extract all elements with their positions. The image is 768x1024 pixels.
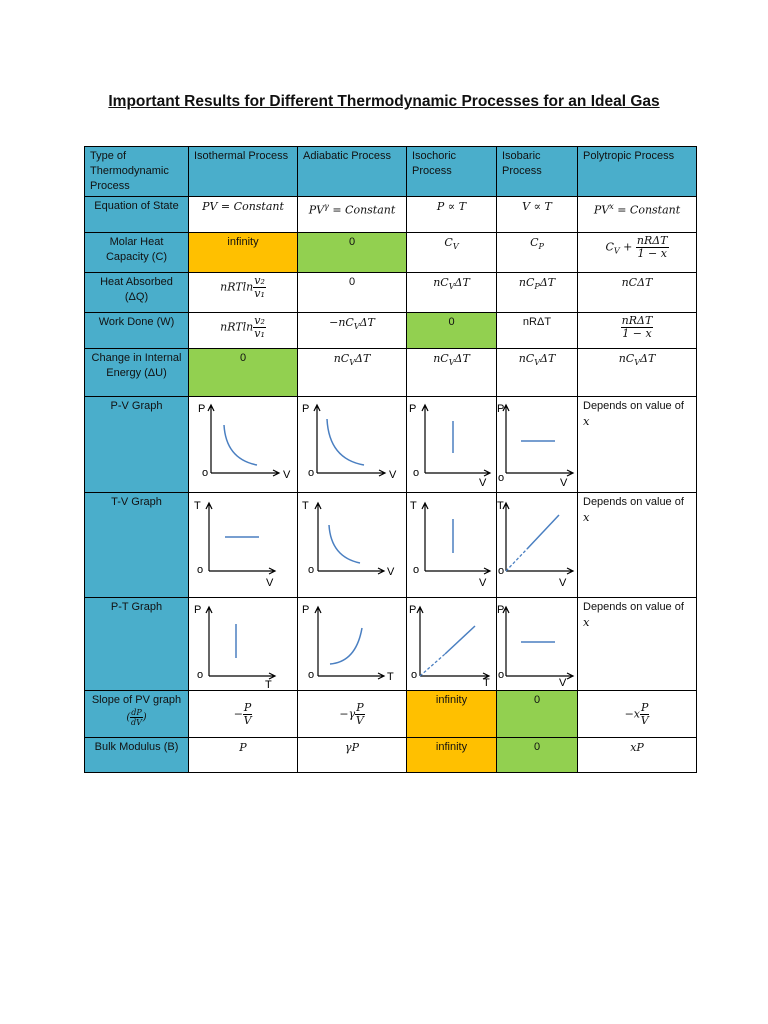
axis-label-v: V	[479, 477, 487, 489]
work-done-isobaric: nRΔT	[497, 313, 578, 349]
molar-heat-adiabatic: 0	[298, 233, 407, 273]
axis-label-v: V	[560, 477, 568, 489]
pt-graph-polytropic: Depends on value of x	[578, 598, 697, 691]
row-pt-graph	[85, 598, 697, 691]
tv-isochoric-plot	[407, 493, 496, 596]
page-title: Important Results for Different Thermodynamic Processes for an Ideal Gas	[108, 93, 660, 110]
bulk-isobaric: 0	[497, 738, 578, 773]
eos-adiabatic: $PV^\gamma$ = Constant	[298, 197, 407, 233]
row-equation-of-state	[85, 197, 697, 233]
axis-label-v: V	[559, 577, 567, 589]
work-done-adiabatic: $-nC_V\Delta T$	[298, 313, 407, 349]
row-internal-energy	[85, 349, 697, 397]
label-molar-heat: Molar Heat Capacity (C)	[85, 233, 189, 273]
tv-adiabat-curve	[329, 525, 360, 563]
eos-isothermal: PV = Constant	[189, 197, 298, 233]
header-row	[85, 147, 697, 197]
axis-label-origin: o	[308, 467, 315, 479]
pv-graph-polytropic: Depends on value of x	[578, 397, 697, 493]
x-axis	[506, 568, 573, 574]
tv-graph-isothermal	[189, 493, 298, 598]
axis-label-v: V	[283, 469, 291, 481]
row-work-done	[85, 313, 697, 349]
pt-graph-adiabatic	[298, 598, 407, 691]
x-axis	[211, 470, 279, 476]
pt-graph-isochoric	[407, 598, 497, 691]
tv-graph-isochoric	[407, 493, 497, 598]
internal-energy-isobaric: $nC_V\Delta T$	[497, 349, 578, 397]
x-axis	[506, 470, 573, 476]
y-axis	[503, 503, 509, 571]
bulk-adiabatic: γP	[298, 738, 407, 773]
axis-label-p: P	[302, 403, 310, 415]
row-pv-graph	[85, 397, 697, 493]
eos-isobaric: V ∝ T	[497, 197, 578, 233]
pt-isothermal-plot	[189, 598, 297, 689]
axis-label-origin: o	[411, 669, 418, 681]
bulk-polytropic: xP	[578, 738, 697, 773]
molar-heat-polytropic: $C_V$ + $\frac{\text{nRΔT}}{1 - x}$	[578, 233, 697, 273]
axis-label-origin: o	[202, 467, 209, 479]
molar-heat-isothermal: infinity	[189, 233, 298, 273]
label-bulk-modulus: Bulk Modulus (B)	[85, 738, 189, 773]
pv-adiabat-curve	[327, 419, 364, 465]
pv-isothermal-plot	[189, 397, 297, 491]
axis-label-origin: o	[413, 564, 420, 576]
x-axis	[318, 673, 384, 679]
pv-isochoric-plot	[407, 397, 496, 491]
pv-graph-isothermal	[189, 397, 298, 493]
axis-label-t: T	[265, 679, 272, 689]
tv-isothermal-plot	[189, 493, 297, 596]
y-axis	[422, 405, 428, 473]
tv-graph-adiabatic	[298, 493, 407, 598]
label-pv-graph: P-V Graph	[85, 397, 189, 493]
label-heat-absorbed: Heat Absorbed (ΔQ)	[85, 273, 189, 313]
axis-label-t: T	[387, 671, 394, 683]
pt-adiabat-curve	[330, 628, 362, 664]
x-axis	[420, 673, 489, 679]
pt-graph-isobaric	[497, 598, 578, 691]
axis-label-v: V	[389, 469, 397, 481]
header-adiabatic: Adiabatic Process	[298, 147, 407, 197]
header-polytropic: Polytropic Process	[578, 147, 697, 197]
heat-absorbed-isobaric: $nC_P\Delta T$	[497, 273, 578, 313]
heat-absorbed-polytropic: nCΔT	[578, 273, 697, 313]
x-axis	[425, 470, 490, 476]
tv-graph-isobaric	[497, 493, 578, 598]
label-internal-energy: Change in Internal Energy (ΔU)	[85, 349, 189, 397]
slope-isothermal: − $\frac{P}{V}$	[189, 691, 298, 738]
axis-label-t: T	[483, 677, 490, 689]
row-tv-graph	[85, 493, 697, 598]
axis-label-p: P	[497, 604, 505, 616]
axis-label-v: V	[387, 566, 395, 578]
tv-extrapolation-dashed	[506, 549, 527, 571]
y-axis	[422, 503, 428, 571]
axis-label-v: V	[266, 577, 274, 589]
tv-graph-polytropic: Depends on value of x	[578, 493, 697, 598]
y-axis	[417, 607, 423, 676]
pt-extrapolation-dashed	[420, 654, 445, 676]
pt-isochoric-plot	[407, 598, 496, 689]
axis-label-p: P	[302, 604, 310, 616]
pt-graph-isothermal	[189, 598, 298, 691]
heat-absorbed-adiabatic: 0	[298, 273, 407, 313]
axis-label-origin: o	[498, 472, 505, 484]
axis-label-p: P	[409, 604, 417, 616]
label-slope: Slope of PV graph ( $\frac{dP}{dV}$ )	[85, 691, 189, 738]
slope-isochoric: infinity	[407, 691, 497, 738]
row-molar-heat	[85, 233, 697, 273]
axis-label-v: V	[479, 577, 487, 589]
axis-label-origin: o	[308, 564, 315, 576]
work-done-polytropic: $\frac{\text{nRΔT}}{1 - x}$	[578, 313, 697, 349]
x-axis	[318, 568, 384, 574]
bulk-isothermal: P	[189, 738, 298, 773]
slope-polytropic: −x $\frac{P}{V}$	[578, 691, 697, 738]
axis-label-origin: o	[197, 564, 204, 576]
y-axis	[206, 607, 212, 676]
y-axis	[206, 503, 212, 571]
tv-proportional-line	[527, 515, 559, 549]
slope-isobaric: 0	[497, 691, 578, 738]
axis-label-p: P	[497, 403, 505, 415]
axis-label-p: P	[198, 403, 206, 415]
y-axis	[208, 405, 214, 473]
pt-proportional-line	[445, 626, 475, 654]
pv-graph-adiabatic	[298, 397, 407, 493]
pv-hyperbola-curve	[224, 425, 257, 465]
header-isothermal: Isothermal Process	[189, 147, 298, 197]
axis-label-origin: o	[308, 669, 315, 681]
work-done-isothermal: nRTln $\frac{\text{v₂}}{\text{v₁}}$	[189, 313, 298, 349]
internal-energy-polytropic: $nC_V\Delta T$	[578, 349, 697, 397]
bulk-isochoric: infinity	[407, 738, 497, 773]
axis-label-t: T	[194, 500, 201, 512]
row-bulk-modulus	[85, 738, 697, 773]
eos-polytropic: $PV^x$ = Constant	[578, 197, 697, 233]
row-slope	[85, 691, 697, 738]
axis-label-t: T	[302, 500, 309, 512]
heat-absorbed-isochoric: $nC_V\Delta T$	[407, 273, 497, 313]
x-axis	[209, 568, 275, 574]
row-heat-absorbed	[85, 273, 697, 313]
header-isochoric: Isochoric Process	[407, 147, 497, 197]
eos-isochoric: P ∝ T	[407, 197, 497, 233]
tv-isobaric-plot	[497, 493, 577, 596]
y-axis	[314, 405, 320, 473]
work-done-isochoric: 0	[407, 313, 497, 349]
internal-energy-isothermal: 0	[189, 349, 298, 397]
axis-label-origin: o	[498, 669, 505, 681]
label-work-done: Work Done (W)	[85, 313, 189, 349]
x-axis	[425, 568, 490, 574]
y-axis	[315, 607, 321, 676]
label-tv-graph: T-V Graph	[85, 493, 189, 598]
axis-label-origin: o	[197, 669, 204, 681]
pt-adiabatic-plot	[298, 598, 406, 689]
axis-label-origin: o	[498, 565, 505, 577]
header-process-type: Type of Thermodynamic Process	[85, 147, 189, 197]
axis-label-v: V	[559, 677, 567, 689]
axis-label-t: T	[410, 500, 417, 512]
label-pt-graph: P-T Graph	[85, 598, 189, 691]
pt-isobaric-plot	[497, 598, 577, 689]
y-axis	[315, 503, 321, 571]
pv-graph-isobaric	[497, 397, 578, 493]
pv-isobaric-plot	[497, 397, 577, 491]
axis-label-p: P	[409, 403, 417, 415]
internal-energy-isochoric: $nC_V\Delta T$	[407, 349, 497, 397]
molar-heat-isobaric: $C_P$	[497, 233, 578, 273]
pv-adiabatic-plot	[298, 397, 406, 491]
axis-label-p: P	[194, 604, 202, 616]
x-axis	[317, 470, 385, 476]
pv-graph-isochoric	[407, 397, 497, 493]
label-equation-of-state: Equation of State	[85, 197, 189, 233]
slope-adiabatic: −γ $\frac{P}{V}$	[298, 691, 407, 738]
molar-heat-isochoric: $C_V$	[407, 233, 497, 273]
axis-label-origin: o	[413, 467, 420, 479]
tv-adiabatic-plot	[298, 493, 406, 596]
heat-absorbed-isothermal: nRTln $\frac{\text{v₂}}{\text{v₁}}$	[189, 273, 298, 313]
header-isobaric: Isobaric Process	[497, 147, 578, 197]
axis-label-t: T	[497, 500, 504, 512]
thermo-table	[84, 146, 697, 773]
internal-energy-adiabatic: $nC_V\Delta T$	[298, 349, 407, 397]
y-axis	[503, 607, 509, 676]
y-axis	[503, 405, 509, 473]
